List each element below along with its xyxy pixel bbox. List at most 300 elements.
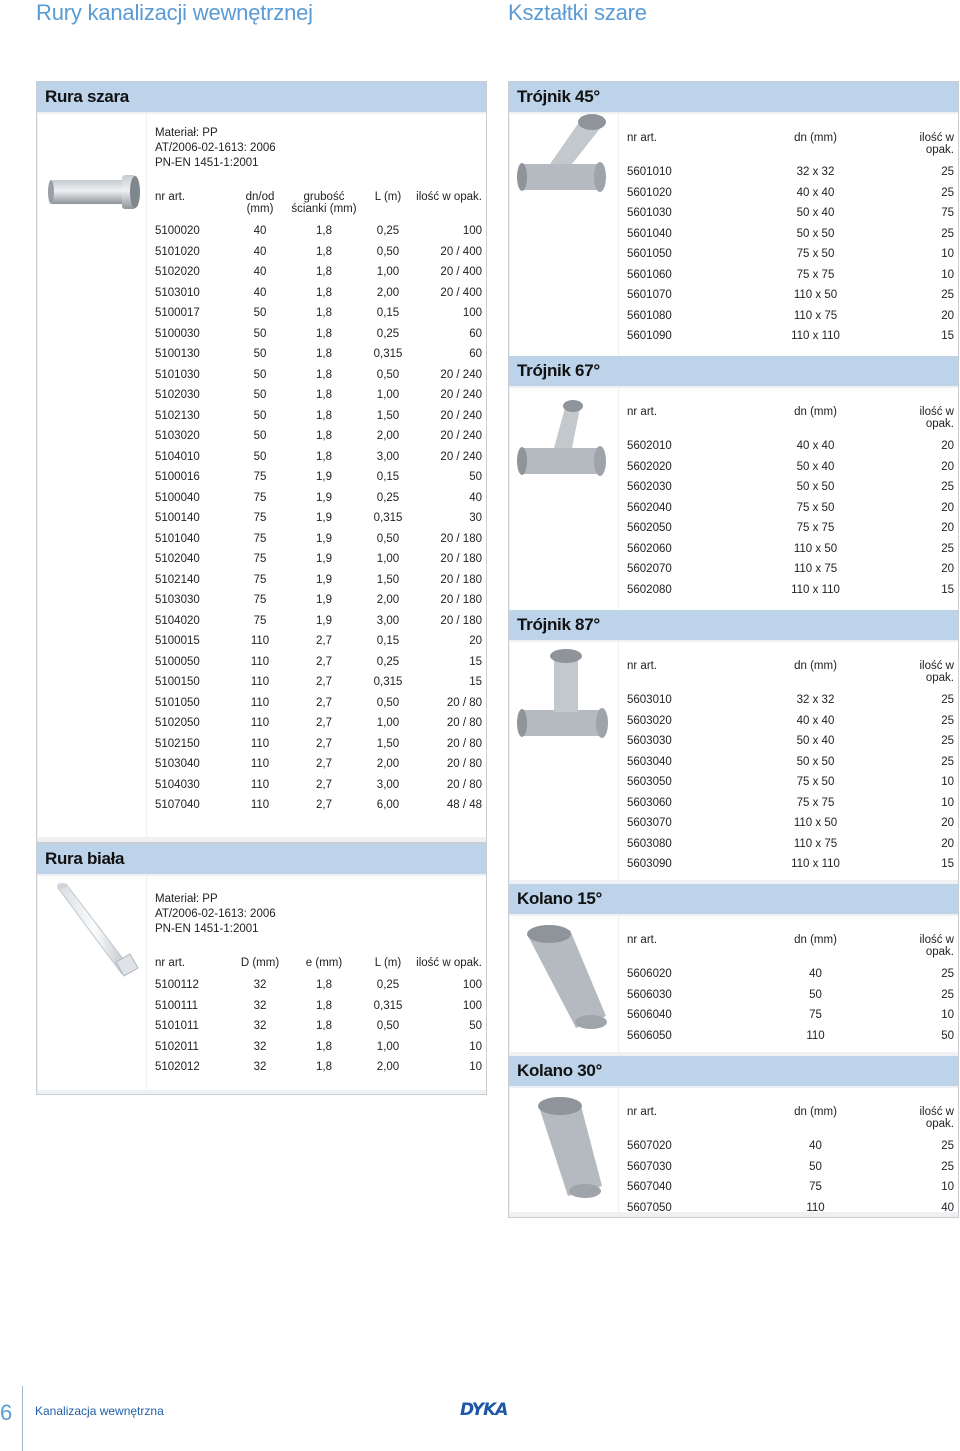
table-cell: 5606030 xyxy=(627,988,672,1001)
table-cell: 15 xyxy=(941,858,954,871)
table-cell: 110 xyxy=(250,758,270,771)
kolano-15-rows xyxy=(627,964,954,1046)
table-row xyxy=(155,426,482,447)
col-ilosc: ilość w opak. xyxy=(919,934,954,958)
table-cell: 110 x 110 xyxy=(791,330,840,343)
table-cell: 75 xyxy=(253,573,267,586)
table-cell: 15 xyxy=(469,655,482,668)
rura-szara-data xyxy=(147,114,486,837)
table-cell: 110 x 110 xyxy=(791,858,840,871)
table-cell: 32 xyxy=(253,1020,267,1033)
table-cell: 75 xyxy=(253,491,267,504)
table-header-row xyxy=(155,191,482,221)
table-cell: 5100050 xyxy=(155,655,200,668)
table-cell: 60 xyxy=(469,327,482,340)
table-cell: 5101020 xyxy=(155,245,200,258)
table-cell: 110 xyxy=(250,696,270,709)
table-row xyxy=(627,306,954,327)
table-cell: 25 xyxy=(941,1160,954,1173)
table-cell: 40 xyxy=(253,225,267,238)
tee-67-image xyxy=(510,388,618,518)
table-cell: 20 / 80 xyxy=(446,758,482,771)
table-cell: 20 / 180 xyxy=(440,553,482,566)
table-row xyxy=(627,985,954,1006)
table-cell: 20 / 180 xyxy=(440,573,482,586)
table-cell: 0,315 xyxy=(373,348,403,361)
table-header-row xyxy=(627,1106,954,1136)
table-cell: 20 xyxy=(941,501,954,514)
table-cell: 60 xyxy=(469,348,482,361)
table-cell: 75 xyxy=(809,1009,822,1022)
table-cell: 20 / 80 xyxy=(446,778,482,791)
table-row xyxy=(627,498,954,519)
table-cell: 20 / 400 xyxy=(440,266,482,279)
table-cell: 5100140 xyxy=(155,512,200,525)
table-cell: 20 xyxy=(941,440,954,453)
table-row xyxy=(627,772,954,793)
table-cell: 110 xyxy=(250,717,270,730)
table-cell: 50 xyxy=(941,1029,954,1042)
table-cell: 75 xyxy=(253,471,267,484)
footer-title: Kanalizacja wewnętrzna xyxy=(35,1404,164,1418)
table-cell: 32 xyxy=(253,1040,267,1053)
table-row xyxy=(627,1026,954,1047)
table-cell: 5603040 xyxy=(627,755,672,768)
table-cell: 10 xyxy=(941,796,954,809)
table-row xyxy=(155,447,482,468)
trojnik-45-title: Trójnik 45° xyxy=(509,82,958,112)
spec-standard: PN-EN 1451-1:2001 xyxy=(155,923,259,935)
spec-approval: AT/2006-02-1613: 2006 xyxy=(155,908,276,920)
rura-biala-photo xyxy=(38,876,146,1090)
table-cell: 1,8 xyxy=(316,389,332,402)
col-ilosc: ilość w opak. xyxy=(919,132,954,156)
table-cell: 1,50 xyxy=(376,737,400,750)
trojnik-45-photo xyxy=(510,114,618,360)
table-cell: 3,00 xyxy=(376,450,400,463)
table-cell: 50 xyxy=(253,450,267,463)
table-cell: 40 xyxy=(941,1201,954,1214)
table-cell: 25 xyxy=(941,542,954,555)
table-cell: 5606020 xyxy=(627,968,672,981)
table-row xyxy=(155,975,482,996)
table-cell: 50 x 50 xyxy=(796,755,835,768)
table-cell: 5101030 xyxy=(155,368,200,381)
table-cell: 20 / 180 xyxy=(440,614,482,627)
table-cell: 1,8 xyxy=(316,368,332,381)
table-row xyxy=(155,652,482,673)
table-cell: 110 xyxy=(250,737,270,750)
table-cell: 5101050 xyxy=(155,696,200,709)
kolano-30-table xyxy=(627,1106,954,1218)
table-cell: 25 xyxy=(941,166,954,179)
table-cell: 75 x 50 xyxy=(796,248,835,261)
table-row xyxy=(627,1157,954,1178)
col-nr-art: nr art. xyxy=(627,934,658,946)
table-cell: 0,315 xyxy=(373,512,403,525)
table-cell: 5602080 xyxy=(627,583,672,596)
table-cell: 40 xyxy=(253,266,267,279)
table-cell: 5601090 xyxy=(627,330,672,343)
col-dn: dn (mm) xyxy=(794,132,837,144)
table-cell: 0,50 xyxy=(376,532,400,545)
table-row xyxy=(627,285,954,306)
table-cell: 1,8 xyxy=(316,348,332,361)
table-cell: 10 xyxy=(941,776,954,789)
kolano-30-data xyxy=(619,1088,958,1212)
table-row xyxy=(627,690,954,711)
table-row xyxy=(155,221,482,242)
table-row xyxy=(155,262,482,283)
table-cell: 5100020 xyxy=(155,225,200,238)
table-cell: 5103010 xyxy=(155,286,200,299)
col-dn: dn (mm) xyxy=(794,1106,837,1118)
table-row xyxy=(155,303,482,324)
table-cell: 1,9 xyxy=(316,491,332,504)
table-cell: 5101040 xyxy=(155,532,200,545)
table-row xyxy=(155,488,482,509)
table-row xyxy=(155,242,482,263)
trojnik-45-data xyxy=(619,114,958,360)
col-nr-art: nr art. xyxy=(627,1106,658,1118)
table-cell: 15 xyxy=(941,583,954,596)
table-cell: 5100017 xyxy=(155,307,200,320)
trojnik-67-data xyxy=(619,388,958,610)
table-cell: 5603020 xyxy=(627,714,672,727)
table-cell: 0,25 xyxy=(376,327,400,340)
table-cell: 50 x 40 xyxy=(796,460,835,473)
table-row xyxy=(627,326,954,347)
table-row xyxy=(155,529,482,550)
table-row xyxy=(155,754,482,775)
spec-material: Materiał: PP xyxy=(155,127,218,139)
table-cell: 5100030 xyxy=(155,327,200,340)
table-cell: 30 xyxy=(469,512,482,525)
footer-divider xyxy=(22,1386,23,1451)
table-cell: 110 xyxy=(250,635,270,648)
fittings-section xyxy=(508,81,959,1218)
table-row xyxy=(155,467,482,488)
table-cell: 75 xyxy=(253,532,267,545)
table-cell: 0,15 xyxy=(376,307,400,320)
table-cell: 5104020 xyxy=(155,614,200,627)
table-cell: 100 xyxy=(462,979,482,992)
table-cell: 20 / 240 xyxy=(440,450,482,463)
table-cell: 0,315 xyxy=(373,676,403,689)
table-cell: 10 xyxy=(469,1040,482,1053)
kolano-15-photo xyxy=(510,916,618,1052)
table-cell: 1,9 xyxy=(316,594,332,607)
table-row xyxy=(155,365,482,386)
table-cell: 5603090 xyxy=(627,858,672,871)
table-cell: 15 xyxy=(941,330,954,343)
table-cell: 2,7 xyxy=(316,635,332,648)
table-cell: 1,8 xyxy=(316,1040,332,1053)
table-cell: 1,00 xyxy=(376,553,400,566)
rura-biala-rows xyxy=(155,975,482,1078)
rura-szara-photo xyxy=(38,114,146,837)
elbow-15-image xyxy=(510,916,618,1046)
table-row xyxy=(155,385,482,406)
table-cell: 50 x 50 xyxy=(796,227,835,240)
table-row xyxy=(627,731,954,752)
table-cell: 25 xyxy=(941,968,954,981)
trojnik-87-title: Trójnik 87° xyxy=(509,610,958,640)
table-row xyxy=(155,1037,482,1058)
table-cell: 1,8 xyxy=(316,1061,332,1074)
table-cell: 5102020 xyxy=(155,266,200,279)
table-row xyxy=(627,813,954,834)
table-cell: 0,315 xyxy=(373,999,403,1012)
table-cell: 25 xyxy=(941,289,954,302)
table-row xyxy=(155,775,482,796)
table-cell: 1,8 xyxy=(316,979,332,992)
table-cell: 20 xyxy=(941,309,954,322)
table-cell: 75 xyxy=(253,614,267,627)
col-d: D (mm) xyxy=(240,957,280,969)
table-cell: 1,00 xyxy=(376,717,400,730)
table-cell: 1,00 xyxy=(376,1040,400,1053)
rura-biala-table xyxy=(155,957,482,1078)
table-cell: 5104030 xyxy=(155,778,200,791)
table-cell: 50 xyxy=(253,327,267,340)
table-cell: 20 xyxy=(941,522,954,535)
table-cell: 5601030 xyxy=(627,207,672,220)
table-row xyxy=(627,1136,954,1157)
table-cell: 100 xyxy=(462,999,482,1012)
table-cell: 1,9 xyxy=(316,553,332,566)
table-header-row xyxy=(627,406,954,436)
table-cell: 0,25 xyxy=(376,979,400,992)
table-cell: 5101011 xyxy=(155,1020,199,1033)
table-cell: 32 x 32 xyxy=(796,694,835,707)
table-cell: 20 / 180 xyxy=(440,532,482,545)
table-cell: 50 xyxy=(469,471,482,484)
table-cell: 5607050 xyxy=(627,1201,672,1214)
col-ilosc: ilość w opak. xyxy=(416,191,482,203)
trojnik-87-data xyxy=(619,642,958,880)
table-cell: 5102130 xyxy=(155,409,200,422)
table-cell: 5606040 xyxy=(627,1009,672,1022)
table-row xyxy=(155,1057,482,1078)
table-cell: 25 xyxy=(941,1140,954,1153)
trojnik-45-rows xyxy=(627,162,954,347)
table-cell: 25 xyxy=(941,714,954,727)
tee-87-image xyxy=(510,642,618,772)
table-cell: 5100016 xyxy=(155,471,200,484)
col-grubosc: grubość ścianki (mm) xyxy=(291,191,357,215)
table-cell: 15 xyxy=(469,676,482,689)
rura-biala-data xyxy=(147,876,486,1090)
table-row xyxy=(627,1005,954,1026)
table-cell: 40 x 40 xyxy=(796,186,835,199)
table-cell: 20 / 400 xyxy=(440,245,482,258)
table-cell: 25 xyxy=(941,694,954,707)
table-cell: 110 xyxy=(250,655,270,668)
table-cell: 20 / 80 xyxy=(446,696,482,709)
table-cell: 5102012 xyxy=(155,1061,200,1074)
table-row xyxy=(627,793,954,814)
table-cell: 50 xyxy=(253,430,267,443)
trojnik-87-table xyxy=(627,660,954,875)
table-cell: 1,9 xyxy=(316,512,332,525)
table-cell: 110 xyxy=(250,799,270,812)
table-cell: 20 xyxy=(941,563,954,576)
table-cell: 1,50 xyxy=(376,409,400,422)
kolano-15-table xyxy=(627,934,954,1046)
table-cell: 2,7 xyxy=(316,655,332,668)
table-cell: 2,7 xyxy=(316,778,332,791)
page-footer xyxy=(0,1370,960,1451)
table-cell: 2,00 xyxy=(376,430,400,443)
rura-biala-title: Rura biała xyxy=(37,844,486,874)
col-nr-art: nr art. xyxy=(627,132,658,144)
table-cell: 48 / 48 xyxy=(446,799,482,812)
table-cell: 5103020 xyxy=(155,430,200,443)
table-cell: 40 xyxy=(809,1140,822,1153)
table-cell: 75 xyxy=(809,1181,822,1194)
table-cell: 25 xyxy=(941,755,954,768)
table-cell: 2,00 xyxy=(376,286,400,299)
table-cell: 5607030 xyxy=(627,1160,672,1173)
col-nr-art: nr art. xyxy=(627,406,658,418)
page-number: 6 xyxy=(0,1400,13,1425)
table-cell: 25 xyxy=(941,735,954,748)
table-cell: 32 xyxy=(253,1061,267,1074)
table-header-row xyxy=(627,660,954,690)
col-dn-od: dn/od (mm) xyxy=(245,191,275,215)
table-cell: 1,8 xyxy=(316,245,332,258)
table-cell: 40 x 40 xyxy=(796,714,835,727)
table-cell: 20 / 240 xyxy=(440,368,482,381)
table-cell: 5601010 xyxy=(627,166,672,179)
table-cell: 5100111 xyxy=(155,999,199,1012)
table-cell: 100 xyxy=(462,307,482,320)
table-cell: 1,9 xyxy=(316,614,332,627)
trojnik-87-photo xyxy=(510,642,618,880)
table-cell: 110 xyxy=(250,778,270,791)
table-cell: 10 xyxy=(941,1009,954,1022)
table-cell: 5100112 xyxy=(155,979,199,992)
kolano-15-title: Kolano 15° xyxy=(509,884,958,914)
table-cell: 50 x 50 xyxy=(796,481,835,494)
table-cell: 20 xyxy=(469,635,482,648)
table-cell: 5102150 xyxy=(155,737,200,750)
table-cell: 5102040 xyxy=(155,553,200,566)
table-row xyxy=(155,611,482,632)
table-cell: 2,7 xyxy=(316,799,332,812)
table-cell: 5603050 xyxy=(627,776,672,789)
table-cell: 5102011 xyxy=(155,1040,199,1053)
table-cell: 0,15 xyxy=(376,635,400,648)
table-cell: 50 xyxy=(253,307,267,320)
table-row xyxy=(155,549,482,570)
table-cell: 75 x 50 xyxy=(796,501,835,514)
table-row xyxy=(155,406,482,427)
table-cell: 1,9 xyxy=(316,532,332,545)
table-row xyxy=(627,711,954,732)
table-cell: 32 xyxy=(253,999,267,1012)
table-cell: 5602060 xyxy=(627,542,672,555)
table-cell: 1,9 xyxy=(316,573,332,586)
table-cell: 5102050 xyxy=(155,717,200,730)
table-cell: 5601040 xyxy=(627,227,672,240)
table-cell: 3,00 xyxy=(376,614,400,627)
table-header-row xyxy=(627,934,954,964)
table-cell: 1,8 xyxy=(316,327,332,340)
table-cell: 5104010 xyxy=(155,450,200,463)
table-cell: 0,50 xyxy=(376,1020,400,1033)
table-row xyxy=(627,203,954,224)
table-cell: 50 xyxy=(253,368,267,381)
col-length: L (m) xyxy=(374,191,402,203)
table-cell: 5602040 xyxy=(627,501,672,514)
table-cell: 110 x 75 xyxy=(793,837,838,850)
table-cell: 5602020 xyxy=(627,460,672,473)
table-cell: 5601050 xyxy=(627,248,672,261)
table-cell: 20 xyxy=(941,837,954,850)
table-cell: 5603080 xyxy=(627,837,672,850)
white-pipe-image xyxy=(38,876,146,986)
table-cell: 5100040 xyxy=(155,491,200,504)
spec-standard: PN-EN 1451-1:2001 xyxy=(155,157,259,169)
table-cell: 20 / 400 xyxy=(440,286,482,299)
table-cell: 5603030 xyxy=(627,735,672,748)
table-cell: 1,8 xyxy=(316,286,332,299)
table-cell: 1,8 xyxy=(316,430,332,443)
page-title-left: Rury kanalizacji wewnętrznej xyxy=(36,0,313,25)
table-cell: 0,25 xyxy=(376,655,400,668)
table-cell: 50 x 40 xyxy=(796,207,835,220)
table-cell: 5102140 xyxy=(155,573,200,586)
table-cell: 32 x 32 xyxy=(796,166,835,179)
table-cell: 5603010 xyxy=(627,694,672,707)
table-cell: 25 xyxy=(941,481,954,494)
col-dn: dn (mm) xyxy=(794,406,837,418)
table-cell: 5100130 xyxy=(155,348,200,361)
trojnik-67-title: Trójnik 67° xyxy=(509,356,958,386)
table-cell: 5602050 xyxy=(627,522,672,535)
table-cell: 75 xyxy=(253,512,267,525)
col-dn: dn (mm) xyxy=(794,660,837,672)
table-row xyxy=(155,713,482,734)
table-cell: 1,00 xyxy=(376,389,400,402)
table-cell: 50 xyxy=(809,988,822,1001)
table-cell: 5601070 xyxy=(627,289,672,302)
table-cell: 20 / 80 xyxy=(446,737,482,750)
rura-szara-section xyxy=(36,81,487,843)
table-cell: 0,25 xyxy=(376,225,400,238)
table-row xyxy=(155,693,482,714)
table-cell: 40 xyxy=(809,968,822,981)
table-cell: 5602010 xyxy=(627,440,672,453)
table-cell: 1,9 xyxy=(316,471,332,484)
table-cell: 1,50 xyxy=(376,573,400,586)
table-cell: 3,00 xyxy=(376,778,400,791)
table-cell: 100 xyxy=(462,225,482,238)
table-cell: 40 xyxy=(469,491,482,504)
table-cell: 110 x 50 xyxy=(793,542,838,555)
table-cell: 5102030 xyxy=(155,389,200,402)
table-cell: 5103040 xyxy=(155,758,200,771)
trojnik-87-rows xyxy=(627,690,954,875)
table-cell: 1,8 xyxy=(316,225,332,238)
table-cell: 75 xyxy=(253,594,267,607)
table-cell: 2,00 xyxy=(376,1061,400,1074)
table-row xyxy=(627,834,954,855)
table-cell: 50 xyxy=(469,1020,482,1033)
tee-45-image xyxy=(510,114,618,234)
